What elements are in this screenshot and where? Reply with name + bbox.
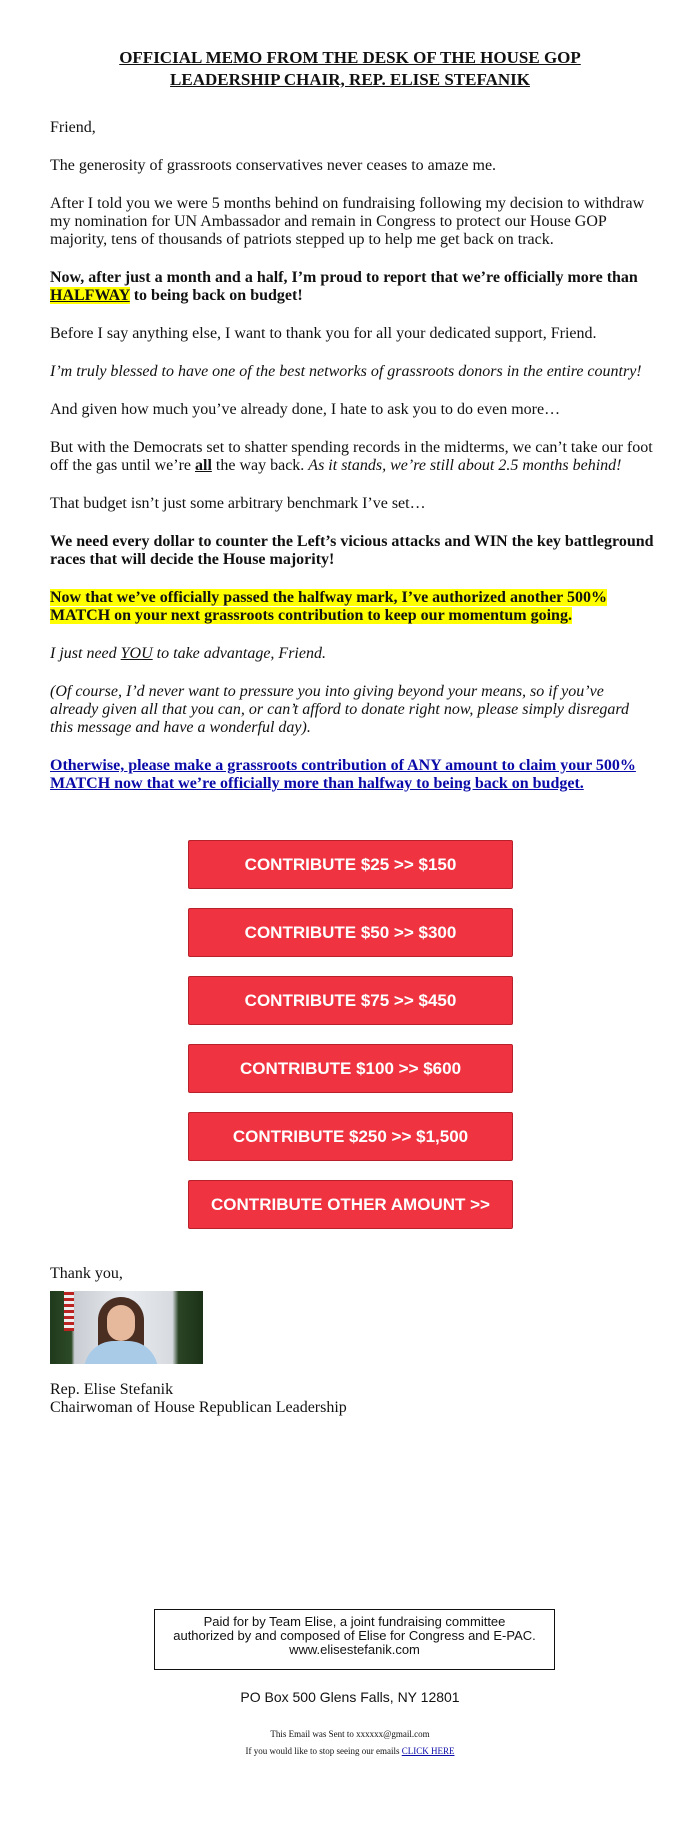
mailing-address: PO Box 500 Glens Falls, NY 12801 [240,1689,460,1705]
unsubscribe-line [0,1746,700,1756]
sent-to-notice: This Email was Sent to xxxxxx@gmail.com [270,1729,430,1739]
unsubscribe-link[interactable]: CLICK HERE [401,1746,455,1756]
contribute-link[interactable]: Otherwise, please make a grassroots contribution of ANY amount to claim your 500% MATCH now that we’re officially more than halfway to being back on budget. [50,757,636,792]
paragraph-bold: We need every dollar to counter the Left’s vicious attacks and WIN the key battleground races that will decide the House majority! [50,533,654,568]
contribute-other-button[interactable]: CONTRIBUTE OTHER AMOUNT >> [188,1180,513,1229]
text: I just need [50,645,121,662]
paragraph [50,439,656,475]
contribute-25-button[interactable]: CONTRIBUTE $25 >> $150 [188,840,513,889]
greeting: Friend, [50,119,96,136]
paragraph: The generosity of grassroots conservatives never ceases to amaze me. [50,157,497,174]
signer-role: Chairwoman of House Republican Leadership [50,1399,347,1416]
paragraph: That budget isn’t just some arbitrary benchmark I’ve set… [50,495,426,512]
text-italic: As it stands, we’re still about 2.5 months behind! [308,457,622,474]
signature [50,1265,347,1417]
text: the way back. [211,457,309,474]
text: to being back on budget! [129,287,303,304]
contribute-250-button[interactable]: CONTRIBUTE $250 >> $1,500 [188,1112,513,1161]
contribute-75-button[interactable]: CONTRIBUTE $75 >> $450 [188,976,513,1025]
contribute-100-button[interactable]: CONTRIBUTE $100 >> $600 [188,1044,513,1093]
contribution-buttons [188,840,513,1248]
paragraph: Before I say anything else, I want to thank you for all your dedicated support, Friend. [50,325,597,342]
text: to take advantage, Friend. [152,645,326,662]
paragraph-italic [50,645,656,663]
portrait-photo [50,1291,203,1364]
paragraph: And given how much you’ve already done, I hate to ask you to do even more… [50,401,561,418]
paid-for-disclaimer: Paid for by Team Elise, a joint fundraising committee authorized by and composed of Elise for Congress and E-PAC. www.elisestefanik.com [154,1609,555,1670]
paragraph-italic: (Of course, I’d never want to pressure you into giving beyond your means, so if you’ve already given all that you can, or can’t afford to donate right now, please simply disregard this message and have a wonderful day). [50,683,630,736]
paragraph-highlighted [50,589,656,625]
memo-title-line2: LEADERSHIP CHAIR, REP. ELISE STEFANIK [170,70,530,89]
text: Now, after just a month and a half, I’m proud to report that we’re officially more than [50,269,638,286]
contribute-50-button[interactable]: CONTRIBUTE $50 >> $300 [188,908,513,957]
paragraph-italic: I’m truly blessed to have one of the best networks of grassroots donors in the entire country! [50,363,642,380]
face-shape [107,1305,135,1341]
emphasis-you: YOU [120,645,153,662]
signer-name: Rep. Elise Stefanik [50,1381,174,1398]
memo-title-line1: OFFICIAL MEMO FROM THE DESK OF THE HOUSE GOP [119,48,581,67]
flag-shape [64,1291,74,1331]
paragraph: After I told you we were 5 months behind on fundraising following my decision to withdraw my nomination for UN Ambassador and remain in Congress to protect our House GOP majority, tens of thousands of patriots stepped up to help me get back on track. [50,195,645,248]
match-highlight: Now that we’ve officially passed the halfway mark, I’ve authorized another 500% MATCH on your next grassroots contribution to keep our momentum going. [50,589,607,624]
paragraph-bold [50,269,656,305]
halfway-highlight: HALFWAY [50,287,130,304]
unsubscribe-text: If you would like to stop seeing our emails [245,1746,402,1756]
shirt-shape [84,1341,158,1364]
text: But with the Democrats set to shatter spending records in the midterms, we can’t take our foot off the gas until we’re [50,439,653,474]
memo-title [0,47,700,91]
cta-paragraph [50,757,656,793]
closing: Thank you, [50,1265,123,1282]
memo-body [50,119,656,813]
emphasis-all: all [195,457,212,474]
